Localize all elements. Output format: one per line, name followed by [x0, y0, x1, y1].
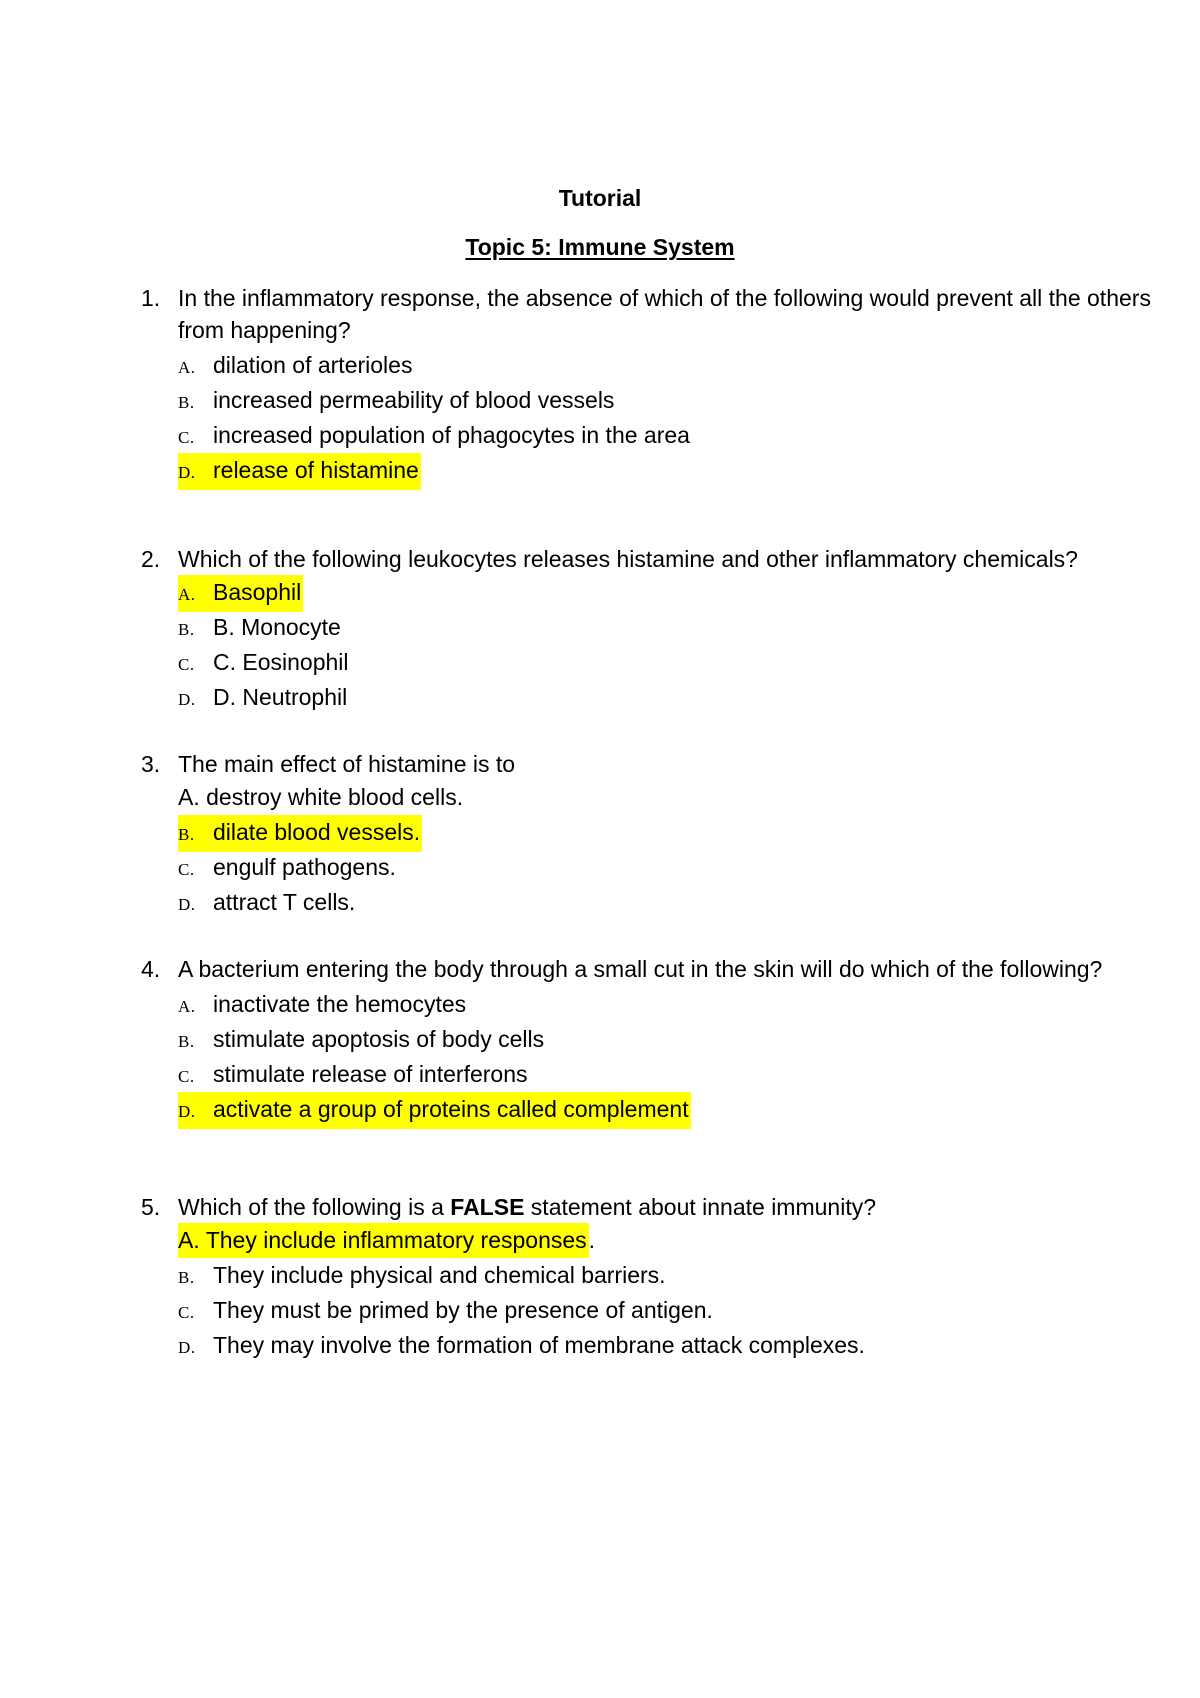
- answer-highlight: [178, 815, 422, 852]
- option-c: [178, 1293, 1151, 1328]
- option-d: [178, 885, 1151, 920]
- option-text: release of histamine: [213, 457, 419, 483]
- option-text: increased population of phagocytes in the area: [213, 422, 690, 448]
- option-text: dilate blood vessels.: [213, 819, 421, 845]
- option-c: [178, 850, 1151, 885]
- question-number: 1.: [141, 285, 161, 311]
- option-text: They must be primed by the presence of antigen.: [213, 1297, 713, 1323]
- question-text-after: statement about innate immunity?: [524, 1194, 877, 1220]
- question-number: 5.: [141, 1194, 161, 1220]
- option-text: activate a group of proteins called complement: [213, 1096, 689, 1122]
- option-d-answer: [178, 453, 1151, 488]
- option-text: B. Monocyte: [213, 614, 341, 640]
- question-3: [141, 748, 1151, 920]
- option-d-answer: [178, 1092, 1151, 1127]
- option-letter: B.: [178, 620, 195, 639]
- subtitle-text: Topic 5: Immune System: [465, 234, 735, 260]
- question-stem: [141, 953, 1151, 985]
- question-4: [141, 953, 1151, 1127]
- option-text: C. Eosinophil: [213, 649, 349, 675]
- question-stem: [141, 748, 1151, 780]
- option-text: attract T cells.: [213, 889, 356, 915]
- answer-highlight: [178, 1092, 691, 1129]
- option-b: [178, 1022, 1151, 1057]
- option-a-answer: [178, 575, 1151, 610]
- question-number: 4.: [141, 956, 161, 982]
- option-letter: A.: [178, 577, 213, 612]
- answer-highlight: [178, 453, 421, 490]
- answer-highlight: [178, 575, 303, 612]
- option-text: stimulate release of interferons: [213, 1061, 528, 1087]
- question-number: 3.: [141, 751, 161, 777]
- question-text: A bacterium entering the body through a small cut in the skin will do which of the following?: [178, 956, 1103, 982]
- question-2: [141, 543, 1151, 715]
- question-text: [178, 1191, 1151, 1223]
- option-letter: C.: [178, 1303, 195, 1322]
- question-text: The main effect of histamine is to: [178, 751, 516, 777]
- question-stem: [141, 543, 1151, 575]
- document-title: Tutorial: [558, 185, 642, 211]
- question-text: In the inflammatory response, the absence of which of the following would prevent all the others from happening?: [178, 285, 1151, 343]
- option-text: increased permeability of blood vessels: [213, 387, 615, 413]
- question-text-emphasis: FALSE: [450, 1194, 525, 1220]
- option-letter: D.: [178, 690, 196, 709]
- question-text: Which of the following leukocytes releases histamine and other inflammatory chemicals?: [178, 546, 1078, 572]
- option-letter: B.: [178, 817, 213, 852]
- question-stem: [141, 282, 1151, 346]
- option-text: D. Neutrophil: [213, 684, 348, 710]
- option-letter: C.: [178, 655, 195, 674]
- option-a: [178, 780, 1151, 815]
- option-a: [178, 348, 1151, 383]
- option-letter: B.: [178, 1032, 195, 1051]
- option-letter: B.: [178, 1268, 195, 1287]
- option-letter: D.: [178, 1338, 196, 1357]
- question-1: [141, 282, 1151, 488]
- option-b-answer: [178, 815, 1151, 850]
- option-a: [178, 987, 1151, 1022]
- option-letter: A.: [178, 358, 196, 377]
- question-5: [141, 1191, 1151, 1363]
- option-letter: B.: [178, 393, 195, 412]
- option-c: [178, 1057, 1151, 1092]
- option-text: A. destroy white blood cells.: [178, 784, 464, 810]
- answer-highlight: A. They include inflammatory responses: [178, 1223, 589, 1258]
- option-letter: D.: [178, 895, 196, 914]
- option-text: inactivate the hemocytes: [213, 991, 467, 1017]
- option-trailing: .: [588, 1227, 596, 1253]
- option-letter: D.: [178, 455, 213, 490]
- option-letter: D.: [178, 1094, 213, 1129]
- option-a-answer: [178, 1223, 1151, 1258]
- option-d: [178, 1328, 1151, 1363]
- option-letter: C.: [178, 860, 195, 879]
- option-text: They may involve the formation of membrane attack complexes.: [213, 1332, 865, 1358]
- option-text: Basophil: [213, 579, 302, 605]
- question-text-before: Which of the following is a: [178, 1194, 451, 1220]
- question-number: 2.: [141, 546, 161, 572]
- option-c: [178, 645, 1151, 680]
- option-text: engulf pathogens.: [213, 854, 396, 880]
- option-b: [178, 610, 1151, 645]
- option-b: [178, 383, 1151, 418]
- option-d: [178, 680, 1151, 715]
- question-stem: [141, 1191, 1151, 1223]
- option-letter: A.: [178, 997, 196, 1016]
- option-letter: C.: [178, 428, 195, 447]
- document-subtitle: [0, 232, 1200, 262]
- option-letter: C.: [178, 1067, 195, 1086]
- option-text: dilation of arterioles: [213, 352, 413, 378]
- option-c: [178, 418, 1151, 453]
- option-b: [178, 1258, 1151, 1293]
- option-text: They include physical and chemical barriers.: [213, 1262, 666, 1288]
- option-text: stimulate apoptosis of body cells: [213, 1026, 545, 1052]
